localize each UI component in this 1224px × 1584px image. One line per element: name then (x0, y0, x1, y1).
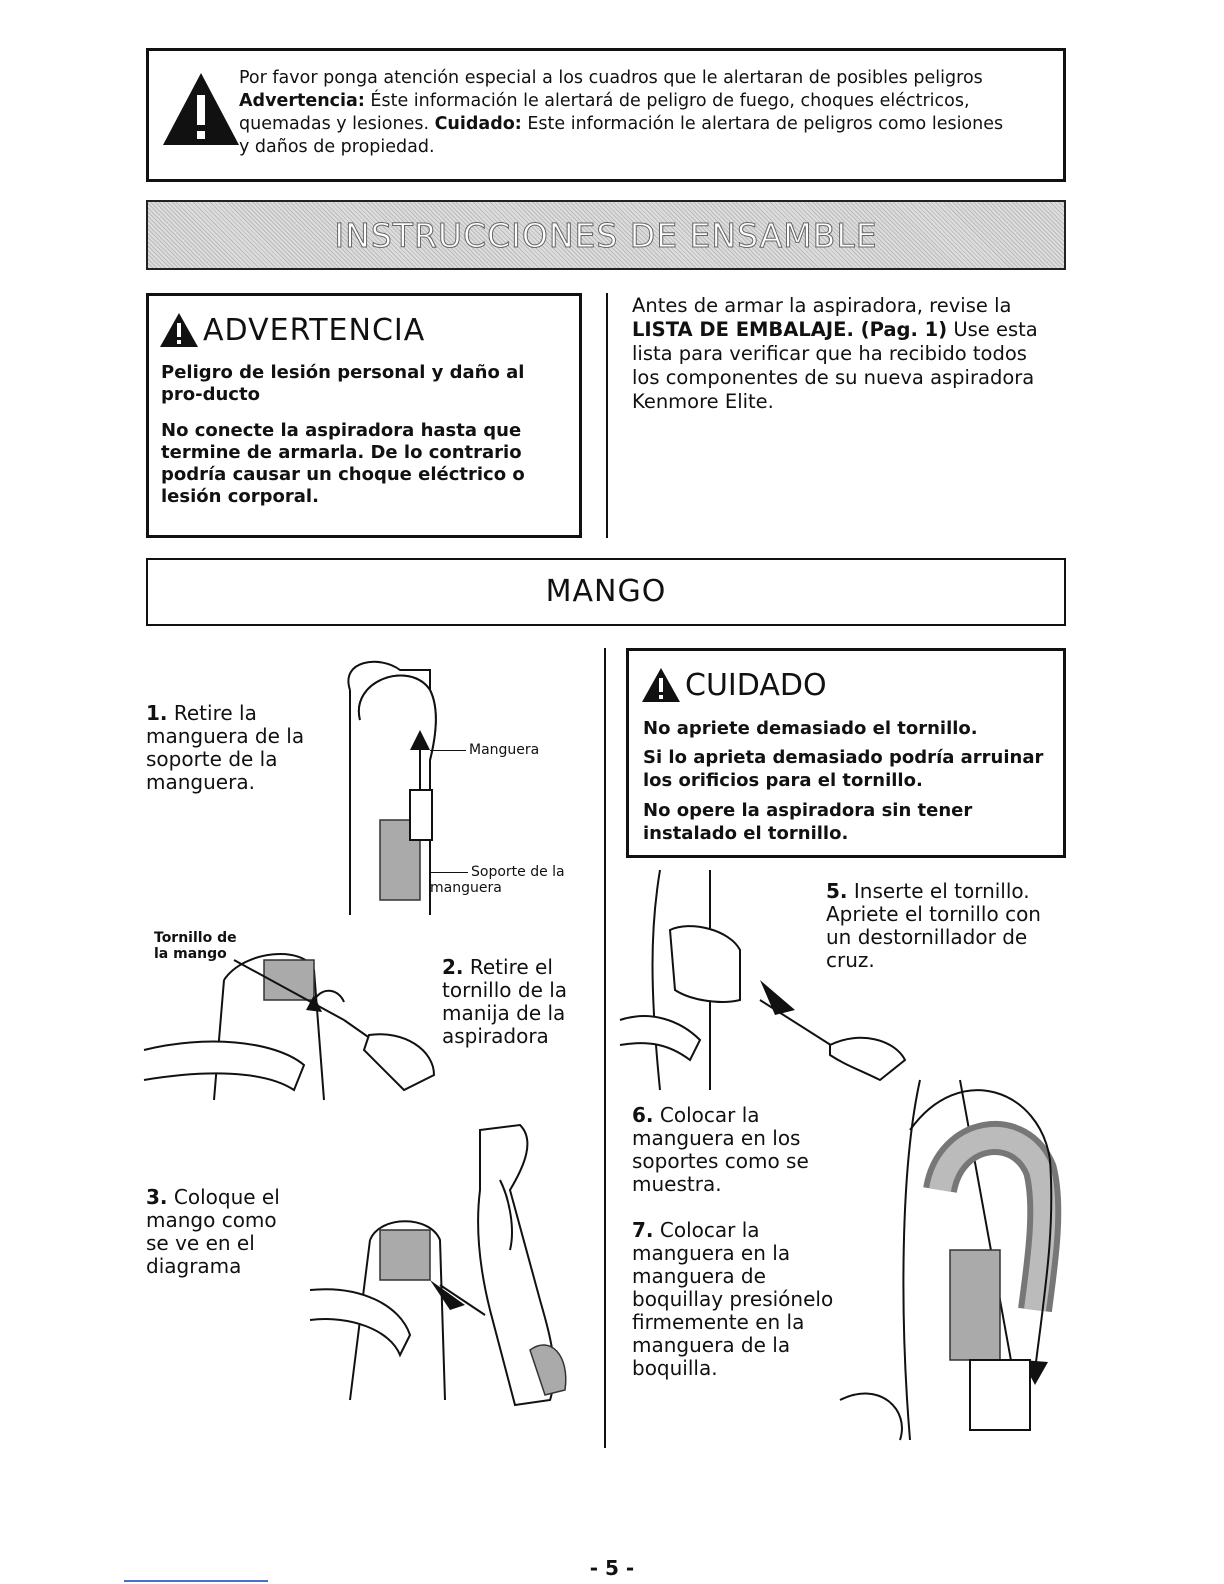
notice-advertencia-text: Éste información le alertará de peligro de fuego, choques eléctricos, (364, 91, 970, 111)
mango-section-header (146, 558, 1066, 626)
notice-line-3b: Este información le alertara de peligros como lesiones (521, 114, 1004, 134)
cuidado-heading (641, 667, 827, 703)
intro-paragraph (632, 294, 1057, 414)
advertencia-title: ADVERTENCIA (203, 312, 426, 348)
screw-removal-illustration (144, 940, 444, 1110)
advertencia-p1: Peligro de lesión personal y daño al pro-ducto (161, 362, 525, 405)
section-banner (146, 200, 1066, 270)
step-3 (146, 1186, 296, 1278)
column-divider (606, 293, 608, 538)
notice-line-3a: quemadas y lesiones. (239, 114, 435, 134)
cuidado-box (626, 648, 1066, 858)
warning-triangle-icon (161, 69, 241, 149)
manguera-label (430, 742, 539, 758)
step-5 (826, 880, 1056, 972)
notice-line-2 (239, 90, 1059, 113)
step-1 (146, 702, 316, 794)
cuidado-p3: No opere la aspiradora sin tener instalado el tornillo. (643, 800, 973, 844)
cuidado-p1: No apriete demasiado el tornillo. (643, 718, 978, 739)
step-5-number: 5. (826, 879, 848, 903)
tornillo-label: Tornillo de la mango (154, 930, 237, 962)
column-divider-lower (604, 648, 606, 1448)
intro-a: Antes de armar la aspiradora, revise la (632, 294, 1012, 317)
manguera-label-text: Manguera (469, 742, 540, 758)
notice-line-3 (239, 113, 1059, 136)
step-7 (632, 1219, 847, 1380)
notice-cuidado-label: Cuidado: (434, 114, 522, 134)
intro-b: LISTA DE EMBALAJE. (Pag. 1) (632, 318, 948, 341)
hose-routing-illustration (840, 1070, 1065, 1450)
step-3-text: Coloque el mango como se ve en el diagrama (146, 1185, 280, 1278)
advertencia-p2: No conecte la aspiradora hasta que termine de armarla. De lo contrario podría causar un choque eléctrico o lesión corporal. (161, 420, 525, 507)
advertencia-heading (159, 312, 425, 348)
handle-placement-illustration (310, 1120, 590, 1410)
step-1-number: 1. (146, 701, 168, 725)
notice-line-1: Por favor ponga atención especial a los cuadros que le alertaran de posibles peligros (239, 68, 983, 88)
step-5-text: Inserte el tornillo. Apriete el tornillo con un destornillador de cruz. (826, 879, 1041, 972)
advertencia-box (146, 293, 582, 538)
step-2-number: 2. (442, 955, 464, 979)
page-number: - 5 - (589, 1556, 635, 1580)
notice-advertencia-label: Advertencia: (239, 91, 365, 111)
step-6-number: 6. (632, 1103, 654, 1127)
step-6-text: Colocar la manguera en los soportes como se muestra. (632, 1103, 809, 1196)
safety-notice-box (146, 48, 1066, 182)
step-3-number: 3. (146, 1185, 168, 1209)
cuidado-p2: Si lo aprieta demasiado podría arruinar los orificios para el tornillo. (643, 747, 1044, 791)
soporte-label-text: Soporte de la manguera (430, 864, 565, 896)
step-1-text: Retire la manguera de la soporte de la manguera. (146, 701, 305, 794)
footer-rule (124, 1580, 268, 1582)
cuidado-title: CUIDADO (685, 667, 827, 703)
notice-line-4: y daños de propiedad. (239, 137, 435, 157)
mango-title: MANGO (545, 574, 667, 609)
warning-triangle-icon (159, 312, 199, 348)
banner-title: INSTRUCCIONES DE ENSAMBLE (334, 216, 878, 255)
soporte-label (430, 864, 580, 896)
safety-notice-text (239, 67, 1059, 159)
step-7-text: Colocar la manguera en la manguera de boquillay presiónelo firmemente en la manguera de la boquilla. (632, 1218, 834, 1380)
caution-triangle-icon (641, 667, 681, 703)
step-6 (632, 1104, 832, 1196)
step-2-text: Retire el tornillo de la manija de la aspiradora (442, 955, 568, 1048)
step-2 (442, 956, 592, 1048)
intro-c: Use esta lista para verificar que ha recibido todos los componentes de su nueva aspiradora Kenmore Elite. (632, 318, 1038, 413)
step-7-number: 7. (632, 1218, 654, 1242)
